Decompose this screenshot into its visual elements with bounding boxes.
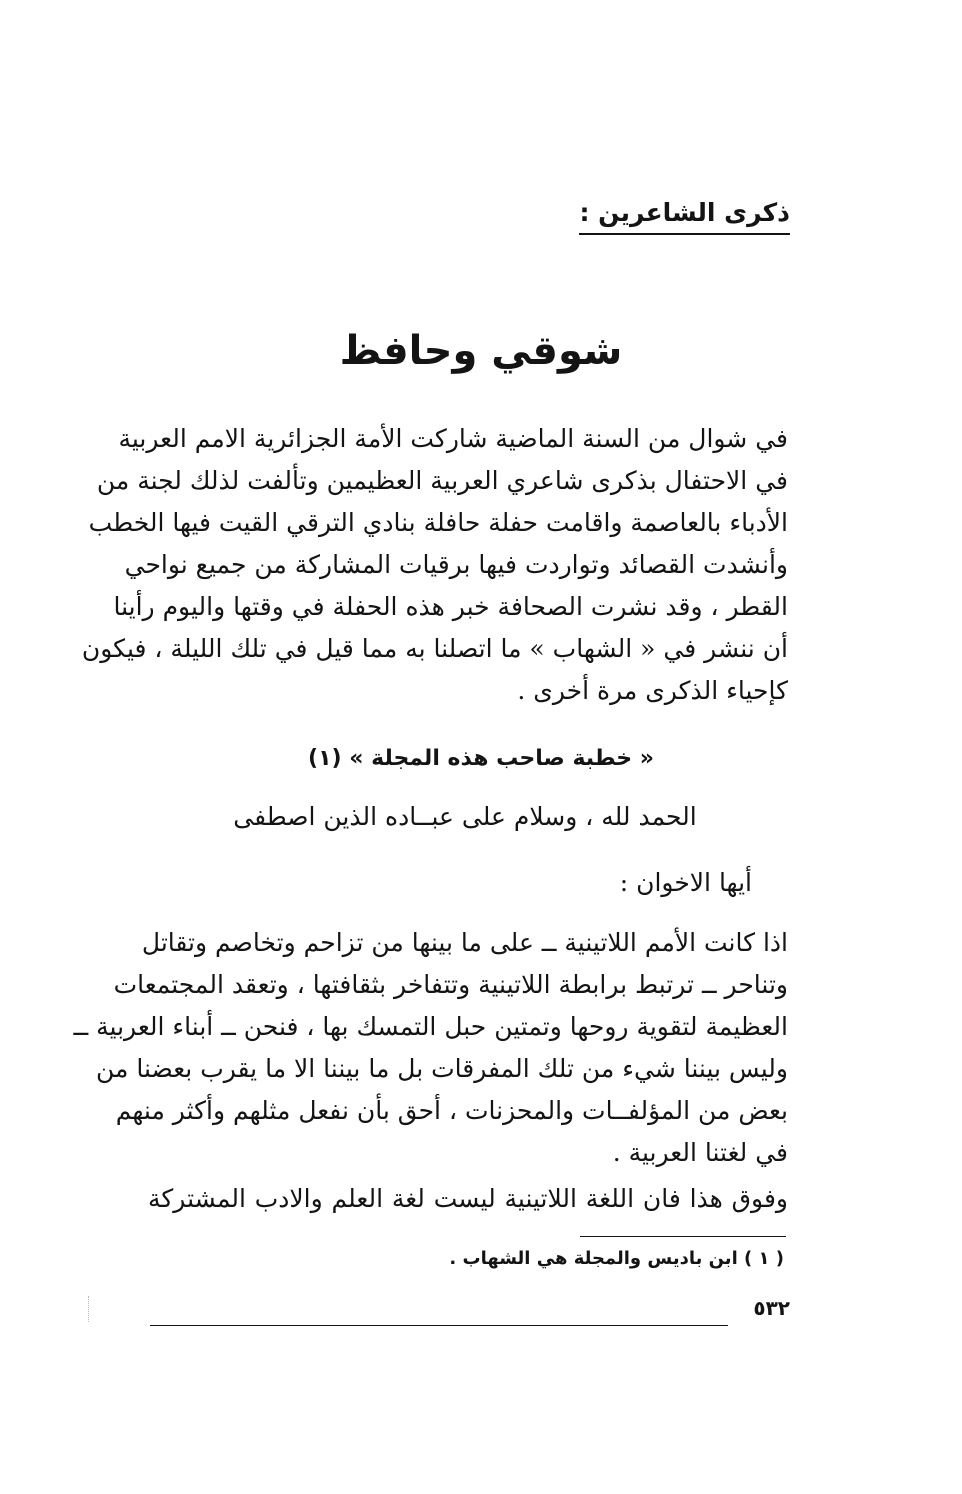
scan-margin-mark: [88, 1296, 90, 1322]
footer-rule: [150, 1325, 728, 1326]
text-line: في الاحتفال بذكرى شاعري العربية العظيمين وتألفت لذلك لجنة من: [96, 466, 788, 495]
text-line: وتناحر ــ ترتبط برابطة اللاتينية وتتفاخر بثقافتها ، وتعقد المجتمعات: [113, 970, 788, 999]
text-line: العظيمة لتقوية روحها وتمتين حبل التمسك بها ، فنحن ــ أبناء العربية ــ: [73, 1012, 788, 1041]
text-line: وليس بيننا شيء من تلك المفرقات بل ما بيننا الا ما يقرب بعضنا من: [96, 1054, 788, 1083]
text-line: الأدباء بالعاصمة واقامت حفلة حافلة بنادي الترقي القيت فيها الخطب: [88, 508, 788, 537]
text-line: أن ننشر في « الشهاب » ما اتصلنا به مما قيل في تلك الليلة ، فيكون: [81, 634, 788, 663]
text-line: اذا كانت الأمم اللاتينية ــ على ما بينها من تزاحم وتخاصم وتقاتل: [141, 928, 788, 957]
intro-paragraph: [81, 418, 788, 712]
text-line: القطر ، وقد نشرت الصحافة خبر هذه الحفلة في وقتها واليوم رأينا: [113, 592, 788, 621]
text-line: كإحياء الذكرى مرة أخرى .: [517, 676, 788, 705]
praise-line: الحمد لله ، وسلام على عبــاده الذين اصطفى: [233, 802, 697, 831]
article-title: شوقي وحافظ: [339, 328, 623, 374]
text-line: بعض من المؤلفــات والمحزنات ، أحق بأن نفعل مثلهم وأكثر منهم: [115, 1096, 788, 1125]
text-line: وفوق هذا فان اللغة اللاتينية ليست لغة العلم والادب المشتركة: [148, 1184, 788, 1213]
address-line: أيها الاخوان :: [619, 868, 752, 897]
text-line: في لغتنا العربية .: [612, 1138, 788, 1167]
speech-title: « خطبة صاحب هذه المجلة » (١): [308, 746, 654, 771]
section-heading: ذكرى الشاعرين :: [579, 198, 790, 235]
text-line: في شوال من السنة الماضية شاركت الأمة الجزائرية الامم العربية: [118, 424, 788, 453]
page-number: ٥٣٢: [753, 1296, 790, 1320]
footnote-divider: [580, 1236, 786, 1237]
continuation-paragraph: [148, 1178, 788, 1220]
body-paragraph: [73, 922, 788, 1174]
text-line: وأنشدت القصائد وتواردت فيها برقيات المشاركة من جميع نواحي: [124, 550, 788, 579]
footnote: ( ١ ) ابن باديس والمجلة هي الشهاب .: [449, 1248, 784, 1269]
